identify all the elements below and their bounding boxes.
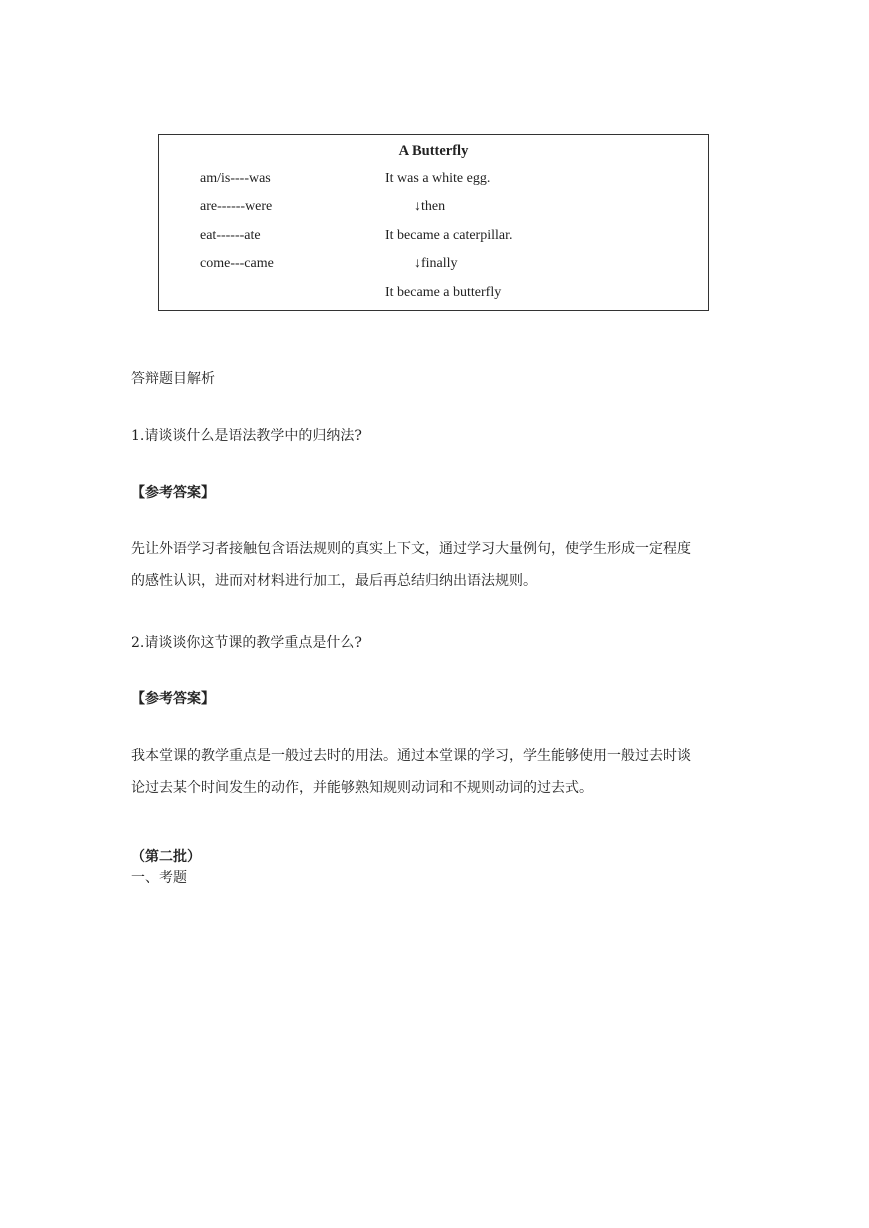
story-arrow: ↓then bbox=[414, 199, 446, 214]
story-line: It was a white egg. bbox=[385, 171, 491, 186]
batch-subtitle: 一、考题 bbox=[131, 870, 187, 886]
question-1: 1.请谈谈什么是语法教学中的归纳法? bbox=[131, 428, 362, 444]
verb-pair: eat------ate bbox=[200, 228, 261, 243]
story-arrow: ↓finally bbox=[414, 256, 458, 271]
answer-2-line: 我本堂课的教学重点是一般过去时的用法。通过本堂课的学习，学生能够使用一般过去时谈 bbox=[131, 748, 691, 764]
board-title: A Butterfly bbox=[398, 143, 469, 159]
answer-label-1: 【参考答案】 bbox=[131, 485, 215, 501]
story-line: It became a caterpillar. bbox=[385, 228, 513, 243]
answer-2 bbox=[131, 740, 741, 804]
story-line: It became a butterfly bbox=[385, 285, 502, 300]
answer-1 bbox=[131, 533, 741, 597]
answer-label-2: 【参考答案】 bbox=[131, 691, 215, 707]
verb-pair: come---came bbox=[200, 256, 274, 271]
section-title: 答辩题目解析 bbox=[131, 371, 215, 387]
blackboard-design bbox=[158, 134, 709, 311]
question-2: 2.请谈谈你这节课的教学重点是什么? bbox=[131, 635, 362, 651]
verb-pair: am/is----was bbox=[200, 171, 271, 186]
batch-title: （第二批） bbox=[131, 849, 201, 865]
answer-1-line: 的感性认识，进而对材料进行加工，最后再总结归纳出语法规则。 bbox=[131, 573, 537, 589]
verb-pair: are------were bbox=[200, 199, 273, 214]
answer-2-line: 论过去某个时间发生的动作，并能够熟知规则动词和不规则动词的过去式。 bbox=[131, 780, 593, 796]
answer-1-line: 先让外语学习者接触包含语法规则的真实上下文，通过学习大量例句，使学生形成一定程度 bbox=[131, 541, 691, 557]
